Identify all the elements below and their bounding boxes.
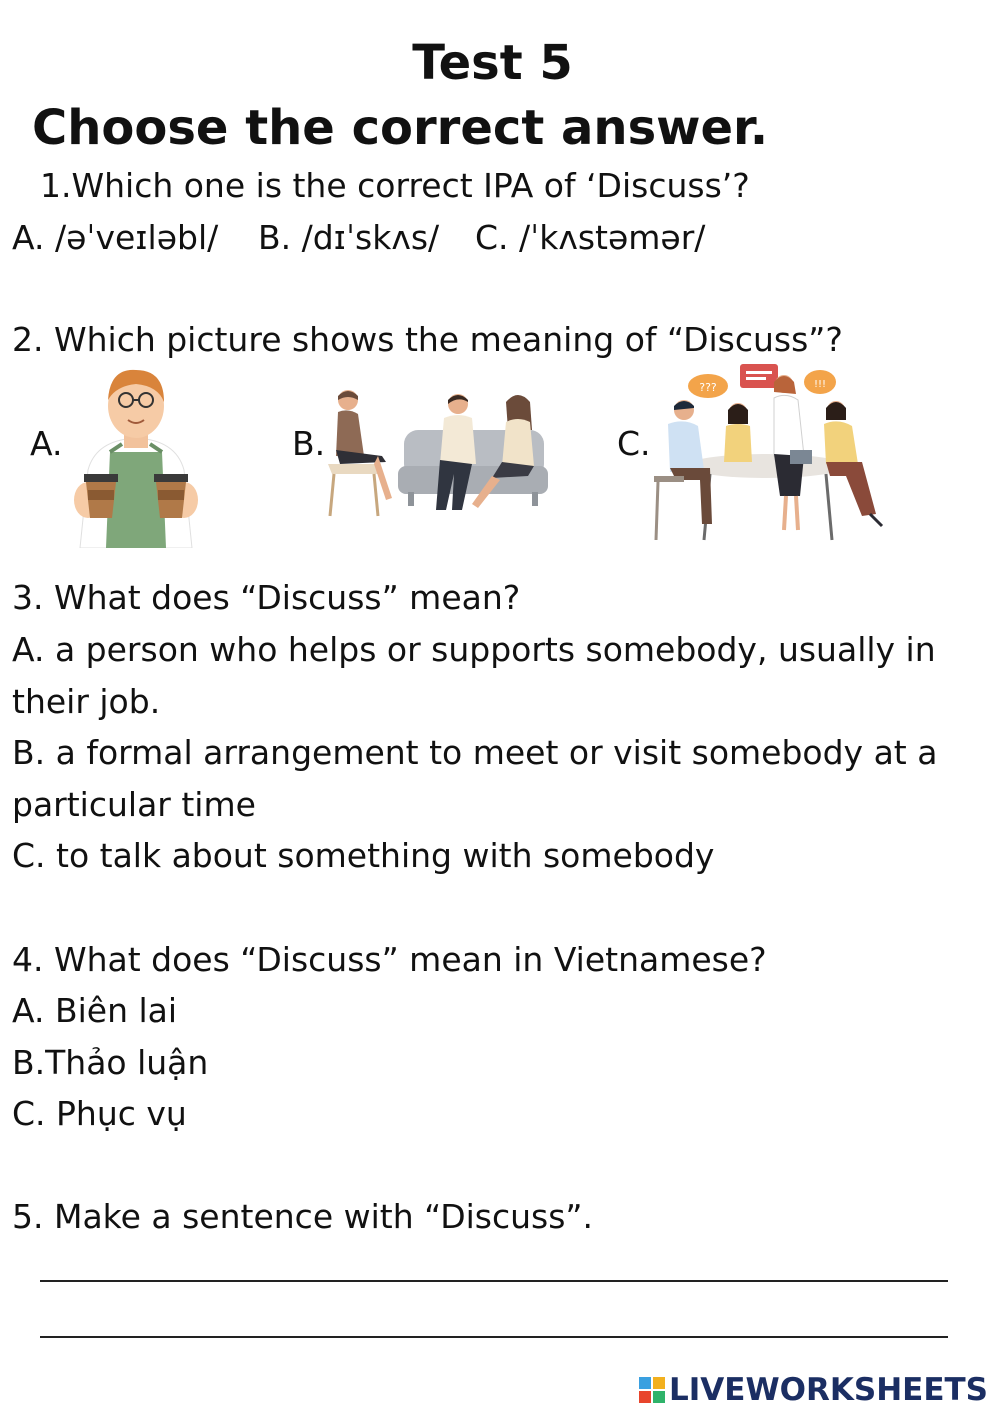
q1-option-c[interactable]: C. /ˈkʌstəmər/	[475, 218, 706, 257]
q2-label-a[interactable]: A.	[30, 424, 63, 463]
q2-question: 2. Which picture shows the meaning of “Discuss”?	[12, 320, 843, 359]
liveworksheets-logo	[639, 1372, 988, 1408]
q4-option-b[interactable]: B.Thảo luận	[12, 1043, 209, 1082]
worksheet-title: Test 5	[412, 35, 573, 91]
answer-line-1[interactable]	[40, 1280, 948, 1282]
q1-option-b[interactable]: B. /dɪˈskʌs/	[258, 218, 440, 257]
bubble-exclaim-text: !!!	[813, 379, 827, 390]
logo-text: LIVEWORKSHEETS	[669, 1372, 988, 1408]
instruction-heading: Choose the correct answer.	[32, 100, 769, 156]
q3-option-b[interactable]: B. a formal arrangement to meet or visit somebody at a particular time	[12, 733, 938, 824]
q2-label-b[interactable]: B.	[292, 424, 326, 463]
team-discussion-illustration[interactable]	[640, 364, 886, 546]
sofa-conversation-illustration[interactable]	[322, 386, 552, 520]
logo-mark-icon	[639, 1377, 665, 1403]
answer-line-2[interactable]	[40, 1336, 948, 1338]
q4-option-c[interactable]: C. Phục vụ	[12, 1094, 187, 1133]
bubble-question-text: ???	[699, 381, 717, 394]
q4-option-a[interactable]: A. Biên lai	[12, 991, 178, 1030]
q3-option-c[interactable]: C. to talk about something with somebody	[12, 836, 715, 875]
q1-question: 1.Which one is the correct IPA of ‘Discuss’?	[40, 166, 750, 205]
q1-option-a[interactable]: A. /əˈveɪləbl/	[12, 218, 219, 257]
q3-option-a[interactable]: A. a person who helps or supports somebody, usually in their job.	[12, 630, 936, 721]
q2-label-c[interactable]: C.	[617, 424, 651, 463]
barista-illustration[interactable]	[66, 360, 206, 548]
q5-question: 5. Make a sentence with “Discuss”.	[12, 1197, 593, 1236]
q4-question: 4. What does “Discuss” mean in Vietnamese?	[12, 940, 767, 979]
q3-question: 3. What does “Discuss” mean?	[12, 578, 521, 617]
